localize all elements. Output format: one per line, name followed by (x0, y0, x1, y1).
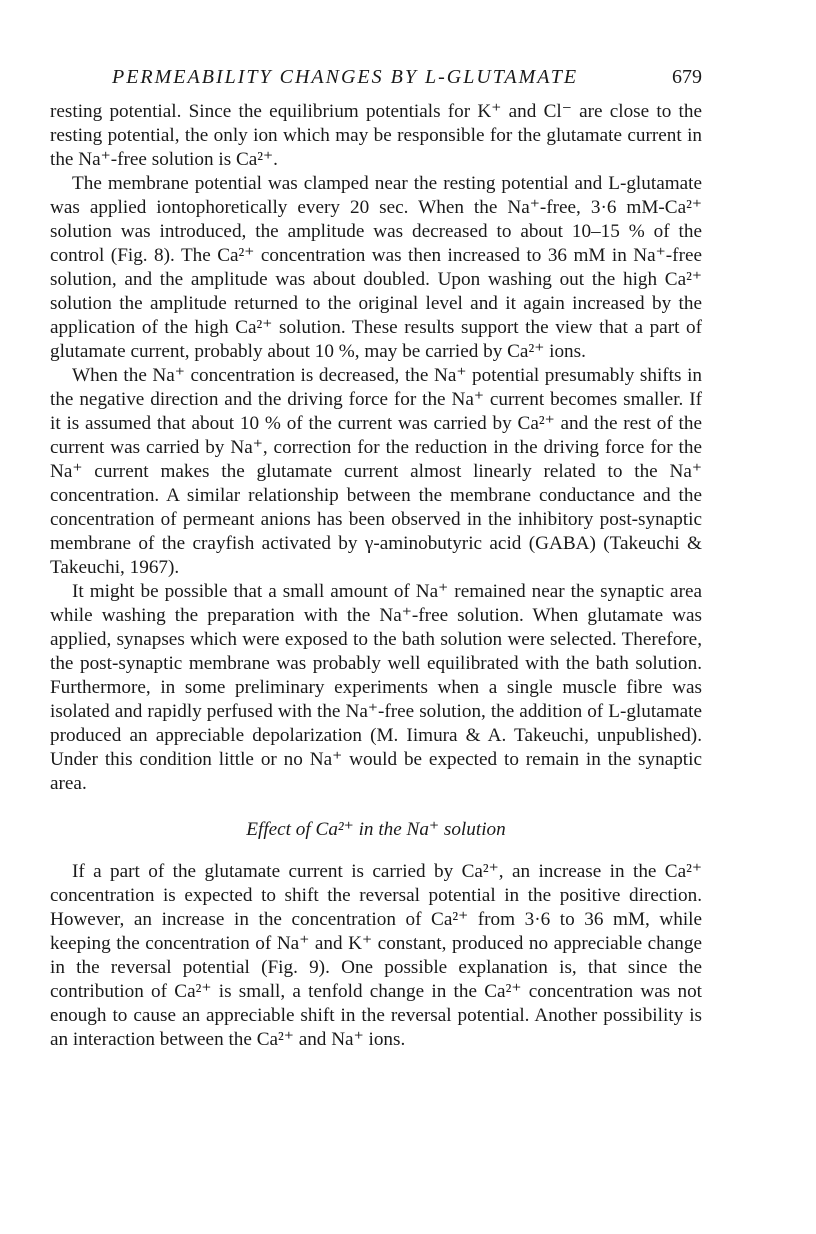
article-body (50, 100, 702, 1052)
paragraph-continued: resting potential. Since the equilibrium potentials for K⁺ and Cl⁻ are close to the resting potential, the only ion which may be responsible for the glutamate current in the Na⁺-free solution is Ca²⁺. (50, 101, 702, 170)
paragraph-driving-force: When the Na⁺ concentration is decreased, the Na⁺ potential presumably shifts in the negative direction and the driving force for the Na⁺ current becomes smaller. If it is assumed that about 10 % of the current was carried by Ca²⁺ and the rest of the current was carried by Na⁺, correction for the reduction in the driving force for the Na⁺ current makes the glutamate current almost linearly related to the Na⁺ concentration. A similar relationship between the membrane conductance and the concentration of permeant anions has been observed in the inhibitory post-synaptic membrane of the crayfish activated by γ-aminobutyric acid (GABA) (Takeuchi & Takeuchi, 1967). (50, 365, 702, 578)
paragraph-clamp-experiment: The membrane potential was clamped near the resting potential and L-glutamate was applied iontophoretically every 20 sec. When the Na⁺-free, 3·6 mM-Ca²⁺ solution was introduced, the amplitude was decreased to about 10–15 % of the control (Fig. 8). The Ca²⁺ concentration was then increased to 36 mM in Na⁺-free solution, and the amplitude was about doubled. Upon washing out the high Ca²⁺ solution the amplitude returned to the original level and it again increased by the application of the high Ca²⁺ solution. These results support the view that a part of glutamate current, probably about 10 %, may be carried by Ca²⁺ ions. (50, 173, 702, 362)
paragraph-residual-sodium: It might be possible that a small amount of Na⁺ remained near the synaptic area while washing the preparation with the Na⁺-free solution. When glutamate was applied, synapses which were exposed to the bath solution were selected. Therefore, the post-synaptic membrane was probably well equilibrated with the bath solution. Furthermore, in some preliminary experiments when a single muscle fibre was isolated and rapidly perfused with the Na⁺-free solution, the addition of L-glutamate produced an appreciable depolarization (M. Iimura & A. Takeuchi, unpublished). Under this condition little or no Na⁺ would be expected to remain in the synaptic area. (50, 581, 702, 794)
page-header (112, 66, 702, 94)
running-title: PERMEABILITY CHANGES BY L-GLUTAMATE (112, 66, 579, 88)
section-heading: Effect of Ca²⁺ in the Na⁺ solution (246, 819, 506, 840)
paragraph-calcium-effect: If a part of the glutamate current is carried by Ca²⁺, an increase in the Ca²⁺ concentration is expected to shift the reversal potential in the positive direction. However, an increase in the concentration of Ca²⁺ from 3·6 to 36 mM, while keeping the concentration of Na⁺ and K⁺ constant, produced no appreciable change in the reversal potential (Fig. 9). One possible explanation is, that since the contribution of Ca²⁺ is small, a tenfold change in the Ca²⁺ concentration was not enough to cause an appreciable shift in the reversal potential. Another possibility is an interaction between the Ca²⁺ and Na⁺ ions. (50, 861, 702, 1050)
page-number: 679 (672, 66, 702, 88)
